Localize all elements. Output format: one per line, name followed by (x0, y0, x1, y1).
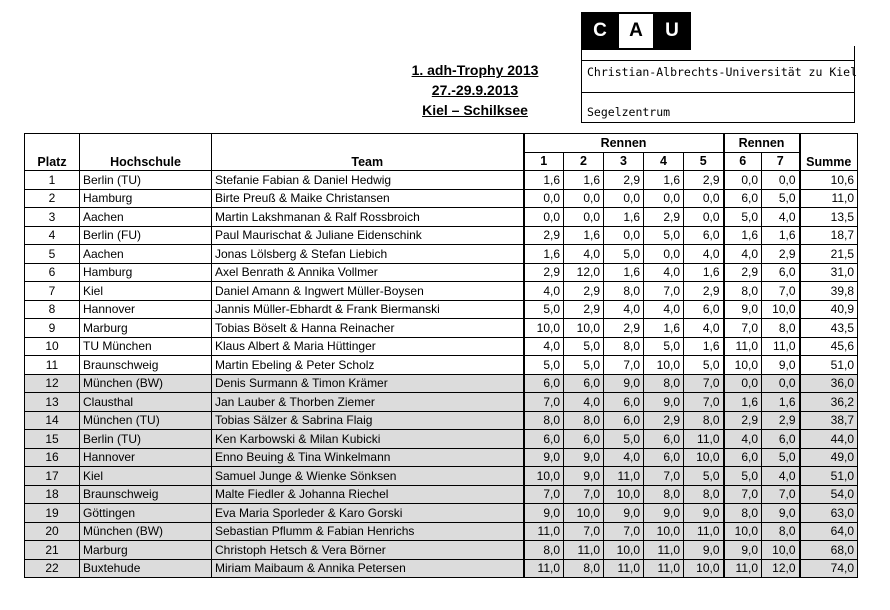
cell-platz: 9 (25, 319, 80, 338)
table-row (25, 226, 858, 245)
cell-race-7: 4,0 (762, 467, 800, 486)
cell-platz: 21 (25, 541, 80, 560)
cell-summe: 38,7 (800, 411, 858, 430)
cell-race-2: 10,0 (564, 504, 604, 523)
cell-summe: 51,0 (800, 467, 858, 486)
cell-race-5: 0,0 (684, 208, 724, 227)
cell-race-6: 6,0 (724, 189, 762, 208)
cell-race-6: 11,0 (724, 559, 762, 578)
cell-summe: 74,0 (800, 559, 858, 578)
cell-team: Daniel Amann & Ingwert Müller-Boysen (212, 282, 524, 301)
cell-race-3: 6,0 (604, 411, 644, 430)
cell-race-6: 8,0 (724, 504, 762, 523)
table-row (25, 467, 858, 486)
cell-race-3: 9,0 (604, 374, 644, 393)
table-row (25, 411, 858, 430)
cell-team: Klaus Albert & Maria Hüttinger (212, 337, 524, 356)
header-rennen-1-5: Rennen (524, 134, 724, 153)
cell-race-6: 2,9 (724, 411, 762, 430)
cell-race-4: 2,9 (644, 208, 684, 227)
cell-race-6: 6,0 (724, 448, 762, 467)
table-row (25, 522, 858, 541)
cell-race-6: 0,0 (724, 171, 762, 190)
cell-race-6: 1,6 (724, 393, 762, 412)
cell-race-5: 6,0 (684, 226, 724, 245)
cell-hochschule: Braunschweig (80, 356, 212, 375)
cell-race-5: 1,6 (684, 263, 724, 282)
table-row (25, 189, 858, 208)
cell-race-2: 1,6 (564, 226, 604, 245)
cell-race-3: 8,0 (604, 337, 644, 356)
header-race-6: 6 (724, 152, 762, 171)
cell-race-3: 10,0 (604, 541, 644, 560)
cell-race-2: 9,0 (564, 467, 604, 486)
cell-race-4: 10,0 (644, 356, 684, 375)
cell-summe: 40,9 (800, 300, 858, 319)
cell-hochschule: München (BW) (80, 374, 212, 393)
cell-race-2: 8,0 (564, 559, 604, 578)
cell-race-7: 12,0 (762, 559, 800, 578)
cell-race-6: 7,0 (724, 485, 762, 504)
cell-platz: 4 (25, 226, 80, 245)
cell-race-5: 4,0 (684, 245, 724, 264)
table-row (25, 171, 858, 190)
cell-race-3: 1,6 (604, 263, 644, 282)
cell-team: Paul Maurischat & Juliane Eidenschink (212, 226, 524, 245)
cell-race-7: 6,0 (762, 430, 800, 449)
cell-summe: 64,0 (800, 522, 858, 541)
department-name: Segelzentrum (587, 105, 671, 119)
cell-summe: 43,5 (800, 319, 858, 338)
cell-hochschule: Aachen (80, 208, 212, 227)
cell-race-6: 4,0 (724, 245, 762, 264)
cell-race-6: 10,0 (724, 522, 762, 541)
cell-race-5: 2,9 (684, 171, 724, 190)
cell-race-5: 11,0 (684, 430, 724, 449)
cell-race-4: 8,0 (644, 374, 684, 393)
cell-race-1: 10,0 (524, 319, 564, 338)
event-title: 1. adh-Trophy 2013 (411, 62, 539, 78)
cell-hochschule: Marburg (80, 541, 212, 560)
header-platz: Platz (25, 134, 80, 171)
cell-race-3: 11,0 (604, 467, 644, 486)
cell-race-7: 9,0 (762, 356, 800, 375)
cell-hochschule: Braunschweig (80, 485, 212, 504)
header-race-3: 3 (604, 152, 644, 171)
cell-race-4: 2,9 (644, 411, 684, 430)
cell-hochschule: Aachen (80, 245, 212, 264)
cell-team: Malte Fiedler & Johanna Riechel (212, 485, 524, 504)
cell-race-7: 2,9 (762, 411, 800, 430)
table-row (25, 448, 858, 467)
cell-race-3: 11,0 (604, 559, 644, 578)
cell-race-1: 11,0 (524, 559, 564, 578)
cell-race-2: 9,0 (564, 448, 604, 467)
cell-race-3: 7,0 (604, 356, 644, 375)
table-row (25, 319, 858, 338)
cell-summe: 63,0 (800, 504, 858, 523)
cell-hochschule: München (BW) (80, 522, 212, 541)
cell-race-1: 6,0 (524, 374, 564, 393)
cell-race-1: 1,6 (524, 245, 564, 264)
cell-race-6: 8,0 (724, 282, 762, 301)
cell-race-1: 7,0 (524, 485, 564, 504)
cell-race-5: 0,0 (684, 189, 724, 208)
cell-race-4: 1,6 (644, 171, 684, 190)
cell-race-1: 1,6 (524, 171, 564, 190)
header-team: Team (212, 134, 524, 171)
cell-platz: 3 (25, 208, 80, 227)
cell-hochschule: München (TU) (80, 411, 212, 430)
results-table (24, 133, 858, 578)
cell-race-1: 10,0 (524, 467, 564, 486)
cell-race-5: 8,0 (684, 411, 724, 430)
cell-race-4: 0,0 (644, 245, 684, 264)
cell-summe: 36,0 (800, 374, 858, 393)
logo-letter-u: U (653, 12, 691, 50)
cell-race-5: 4,0 (684, 319, 724, 338)
cell-hochschule: Berlin (FU) (80, 226, 212, 245)
cell-summe: 39,8 (800, 282, 858, 301)
cell-platz: 20 (25, 522, 80, 541)
cell-race-6: 5,0 (724, 467, 762, 486)
header-row-group (25, 134, 858, 153)
cell-summe: 13,5 (800, 208, 858, 227)
table-row (25, 356, 858, 375)
cell-race-3: 4,0 (604, 300, 644, 319)
cell-race-4: 11,0 (644, 541, 684, 560)
cell-platz: 15 (25, 430, 80, 449)
table-row (25, 504, 858, 523)
cell-race-3: 2,9 (604, 319, 644, 338)
cell-race-4: 9,0 (644, 393, 684, 412)
cell-platz: 16 (25, 448, 80, 467)
cell-race-5: 5,0 (684, 467, 724, 486)
cell-race-7: 0,0 (762, 374, 800, 393)
cell-team: Tobias Böselt & Hanna Reinacher (212, 319, 524, 338)
cell-summe: 18,7 (800, 226, 858, 245)
header-race-4: 4 (644, 152, 684, 171)
header-hochschule: Hochschule (80, 134, 212, 171)
cell-race-1: 8,0 (524, 541, 564, 560)
cell-race-2: 0,0 (564, 189, 604, 208)
cell-race-6: 0,0 (724, 374, 762, 393)
cell-platz: 13 (25, 393, 80, 412)
cell-race-2: 0,0 (564, 208, 604, 227)
cell-race-1: 2,9 (524, 226, 564, 245)
cell-race-2: 1,6 (564, 171, 604, 190)
cell-race-2: 4,0 (564, 393, 604, 412)
header-rennen-6-7: Rennen (724, 134, 800, 153)
cau-logo (581, 12, 857, 124)
cell-platz: 11 (25, 356, 80, 375)
cell-race-5: 6,0 (684, 300, 724, 319)
cell-race-2: 5,0 (564, 337, 604, 356)
cell-platz: 8 (25, 300, 80, 319)
cell-race-2: 8,0 (564, 411, 604, 430)
cell-race-1: 4,0 (524, 282, 564, 301)
cell-race-4: 11,0 (644, 559, 684, 578)
cell-race-5: 1,6 (684, 337, 724, 356)
logo-frame (581, 46, 858, 123)
cell-race-7: 10,0 (762, 541, 800, 560)
cell-race-4: 5,0 (644, 337, 684, 356)
cell-team: Enno Beuing & Tina Winkelmann (212, 448, 524, 467)
table-row (25, 485, 858, 504)
cell-race-5: 7,0 (684, 393, 724, 412)
cell-race-7: 11,0 (762, 337, 800, 356)
cell-race-3: 6,0 (604, 393, 644, 412)
cell-race-4: 6,0 (644, 448, 684, 467)
cell-summe: 45,6 (800, 337, 858, 356)
table-row (25, 245, 858, 264)
cell-platz: 2 (25, 189, 80, 208)
header-race-1: 1 (524, 152, 564, 171)
cell-hochschule: Berlin (TU) (80, 430, 212, 449)
cell-team: Martin Lakshmanan & Ralf Rossbroich (212, 208, 524, 227)
cell-race-2: 2,9 (564, 300, 604, 319)
cell-team: Denis Surmann & Timon Krämer (212, 374, 524, 393)
cell-race-3: 8,0 (604, 282, 644, 301)
cell-race-7: 4,0 (762, 208, 800, 227)
cell-race-2: 11,0 (564, 541, 604, 560)
cell-race-2: 6,0 (564, 374, 604, 393)
cell-race-4: 0,0 (644, 189, 684, 208)
cell-race-1: 5,0 (524, 356, 564, 375)
cell-summe: 44,0 (800, 430, 858, 449)
logo-letter-a: A (617, 12, 655, 50)
table-row (25, 393, 858, 412)
cell-race-6: 10,0 (724, 356, 762, 375)
event-location: Kiel – Schilksee (422, 102, 528, 118)
cell-race-4: 4,0 (644, 263, 684, 282)
cell-race-5: 10,0 (684, 448, 724, 467)
cell-race-7: 10,0 (762, 300, 800, 319)
cell-race-2: 2,9 (564, 282, 604, 301)
cell-race-7: 9,0 (762, 504, 800, 523)
logo-letter-c: C (581, 12, 619, 50)
cell-platz: 10 (25, 337, 80, 356)
cell-platz: 5 (25, 245, 80, 264)
header-race-5: 5 (684, 152, 724, 171)
cell-race-5: 7,0 (684, 374, 724, 393)
cau-letter-boxes (581, 12, 689, 46)
header-summe: Summe (800, 134, 858, 171)
cell-hochschule: Hannover (80, 300, 212, 319)
cell-race-6: 7,0 (724, 319, 762, 338)
cell-race-6: 1,6 (724, 226, 762, 245)
logo-rule-middle (582, 92, 854, 93)
cell-race-4: 7,0 (644, 467, 684, 486)
event-title-block (360, 60, 590, 120)
cell-race-1: 9,0 (524, 504, 564, 523)
cell-race-6: 9,0 (724, 541, 762, 560)
cell-race-5: 8,0 (684, 485, 724, 504)
cell-platz: 19 (25, 504, 80, 523)
cell-race-1: 11,0 (524, 522, 564, 541)
cell-hochschule: Berlin (TU) (80, 171, 212, 190)
cell-race-1: 0,0 (524, 208, 564, 227)
cell-race-4: 4,0 (644, 300, 684, 319)
cell-team: Ken Karbowski & Milan Kubicki (212, 430, 524, 449)
cell-race-4: 1,6 (644, 319, 684, 338)
cell-hochschule: Göttingen (80, 504, 212, 523)
table-row (25, 541, 858, 560)
cell-race-5: 9,0 (684, 504, 724, 523)
cell-race-7: 7,0 (762, 485, 800, 504)
cell-hochschule: Hamburg (80, 263, 212, 282)
cell-race-3: 4,0 (604, 448, 644, 467)
cell-team: Jan Lauber & Thorben Ziemer (212, 393, 524, 412)
table-row (25, 337, 858, 356)
cell-race-2: 10,0 (564, 319, 604, 338)
cell-race-7: 5,0 (762, 448, 800, 467)
cell-race-7: 2,9 (762, 245, 800, 264)
event-dates: 27.-29.9.2013 (431, 82, 519, 98)
cell-race-2: 5,0 (564, 356, 604, 375)
cell-team: Miriam Maibaum & Annika Petersen (212, 559, 524, 578)
cell-hochschule: Kiel (80, 282, 212, 301)
cell-hochschule: Marburg (80, 319, 212, 338)
cell-platz: 12 (25, 374, 80, 393)
cell-team: Tobias Sälzer & Sabrina Flaig (212, 411, 524, 430)
cell-race-3: 9,0 (604, 504, 644, 523)
table-row (25, 374, 858, 393)
cell-hochschule: Clausthal (80, 393, 212, 412)
logo-rule-top (582, 60, 854, 61)
cell-race-4: 6,0 (644, 430, 684, 449)
cell-team: Birte Preuß & Maike Christansen (212, 189, 524, 208)
cell-race-1: 2,9 (524, 263, 564, 282)
cell-race-6: 5,0 (724, 208, 762, 227)
cell-race-5: 5,0 (684, 356, 724, 375)
university-name: Christian-Albrechts-Universität zu Kiel (587, 65, 858, 79)
cell-race-1: 5,0 (524, 300, 564, 319)
cell-race-7: 8,0 (762, 522, 800, 541)
cell-race-3: 0,0 (604, 189, 644, 208)
cell-race-5: 9,0 (684, 541, 724, 560)
cell-race-7: 0,0 (762, 171, 800, 190)
cell-team: Stefanie Fabian & Daniel Hedwig (212, 171, 524, 190)
cell-race-2: 7,0 (564, 522, 604, 541)
cell-team: Jannis Müller-Ebhardt & Frank Biermanski (212, 300, 524, 319)
cell-race-6: 9,0 (724, 300, 762, 319)
cell-hochschule: Hamburg (80, 189, 212, 208)
cell-hochschule: Kiel (80, 467, 212, 486)
cell-summe: 31,0 (800, 263, 858, 282)
cell-team: Samuel Junge & Wienke Sönksen (212, 467, 524, 486)
cell-platz: 22 (25, 559, 80, 578)
cell-race-3: 1,6 (604, 208, 644, 227)
results-body (25, 171, 858, 578)
table-row (25, 263, 858, 282)
cell-team: Sebastian Pflumm & Fabian Henrichs (212, 522, 524, 541)
cell-team: Eva Maria Sporleder & Karo Gorski (212, 504, 524, 523)
cell-race-1: 4,0 (524, 337, 564, 356)
cell-race-2: 12,0 (564, 263, 604, 282)
cell-summe: 21,5 (800, 245, 858, 264)
table-row (25, 300, 858, 319)
cell-race-5: 11,0 (684, 522, 724, 541)
table-row (25, 282, 858, 301)
cell-race-6: 2,9 (724, 263, 762, 282)
cell-summe: 54,0 (800, 485, 858, 504)
cell-race-5: 10,0 (684, 559, 724, 578)
cell-race-2: 6,0 (564, 430, 604, 449)
cell-summe: 36,2 (800, 393, 858, 412)
cell-race-1: 7,0 (524, 393, 564, 412)
cell-platz: 17 (25, 467, 80, 486)
cell-summe: 11,0 (800, 189, 858, 208)
cell-race-7: 7,0 (762, 282, 800, 301)
cell-team: Christoph Hetsch & Vera Börner (212, 541, 524, 560)
cell-race-2: 4,0 (564, 245, 604, 264)
cell-race-3: 7,0 (604, 522, 644, 541)
cell-race-3: 5,0 (604, 245, 644, 264)
cell-race-1: 9,0 (524, 448, 564, 467)
cell-hochschule: Hannover (80, 448, 212, 467)
cell-race-4: 7,0 (644, 282, 684, 301)
cell-race-4: 8,0 (644, 485, 684, 504)
cell-race-6: 11,0 (724, 337, 762, 356)
cell-platz: 14 (25, 411, 80, 430)
cell-race-1: 8,0 (524, 411, 564, 430)
cell-race-3: 0,0 (604, 226, 644, 245)
cell-race-1: 0,0 (524, 189, 564, 208)
cell-platz: 7 (25, 282, 80, 301)
cell-summe: 68,0 (800, 541, 858, 560)
cell-hochschule: Buxtehude (80, 559, 212, 578)
cell-summe: 10,6 (800, 171, 858, 190)
cell-race-3: 10,0 (604, 485, 644, 504)
header-race-2: 2 (564, 152, 604, 171)
cell-platz: 6 (25, 263, 80, 282)
cell-platz: 1 (25, 171, 80, 190)
cell-race-7: 1,6 (762, 226, 800, 245)
cell-race-3: 2,9 (604, 171, 644, 190)
table-row (25, 208, 858, 227)
cell-race-4: 9,0 (644, 504, 684, 523)
cell-race-4: 10,0 (644, 522, 684, 541)
cell-team: Axel Benrath & Annika Vollmer (212, 263, 524, 282)
cell-race-7: 8,0 (762, 319, 800, 338)
cell-race-2: 7,0 (564, 485, 604, 504)
header-race-7: 7 (762, 152, 800, 171)
cell-platz: 18 (25, 485, 80, 504)
cell-race-1: 6,0 (524, 430, 564, 449)
cell-team: Jonas Lölsberg & Stefan Liebich (212, 245, 524, 264)
cell-summe: 51,0 (800, 356, 858, 375)
cell-race-7: 5,0 (762, 189, 800, 208)
table-row (25, 559, 858, 578)
cell-team: Martin Ebeling & Peter Scholz (212, 356, 524, 375)
table-row (25, 430, 858, 449)
cell-race-5: 2,9 (684, 282, 724, 301)
cell-race-7: 6,0 (762, 263, 800, 282)
cell-hochschule: TU München (80, 337, 212, 356)
cell-race-3: 5,0 (604, 430, 644, 449)
cell-race-6: 4,0 (724, 430, 762, 449)
cell-race-7: 1,6 (762, 393, 800, 412)
cell-summe: 49,0 (800, 448, 858, 467)
cell-race-4: 5,0 (644, 226, 684, 245)
